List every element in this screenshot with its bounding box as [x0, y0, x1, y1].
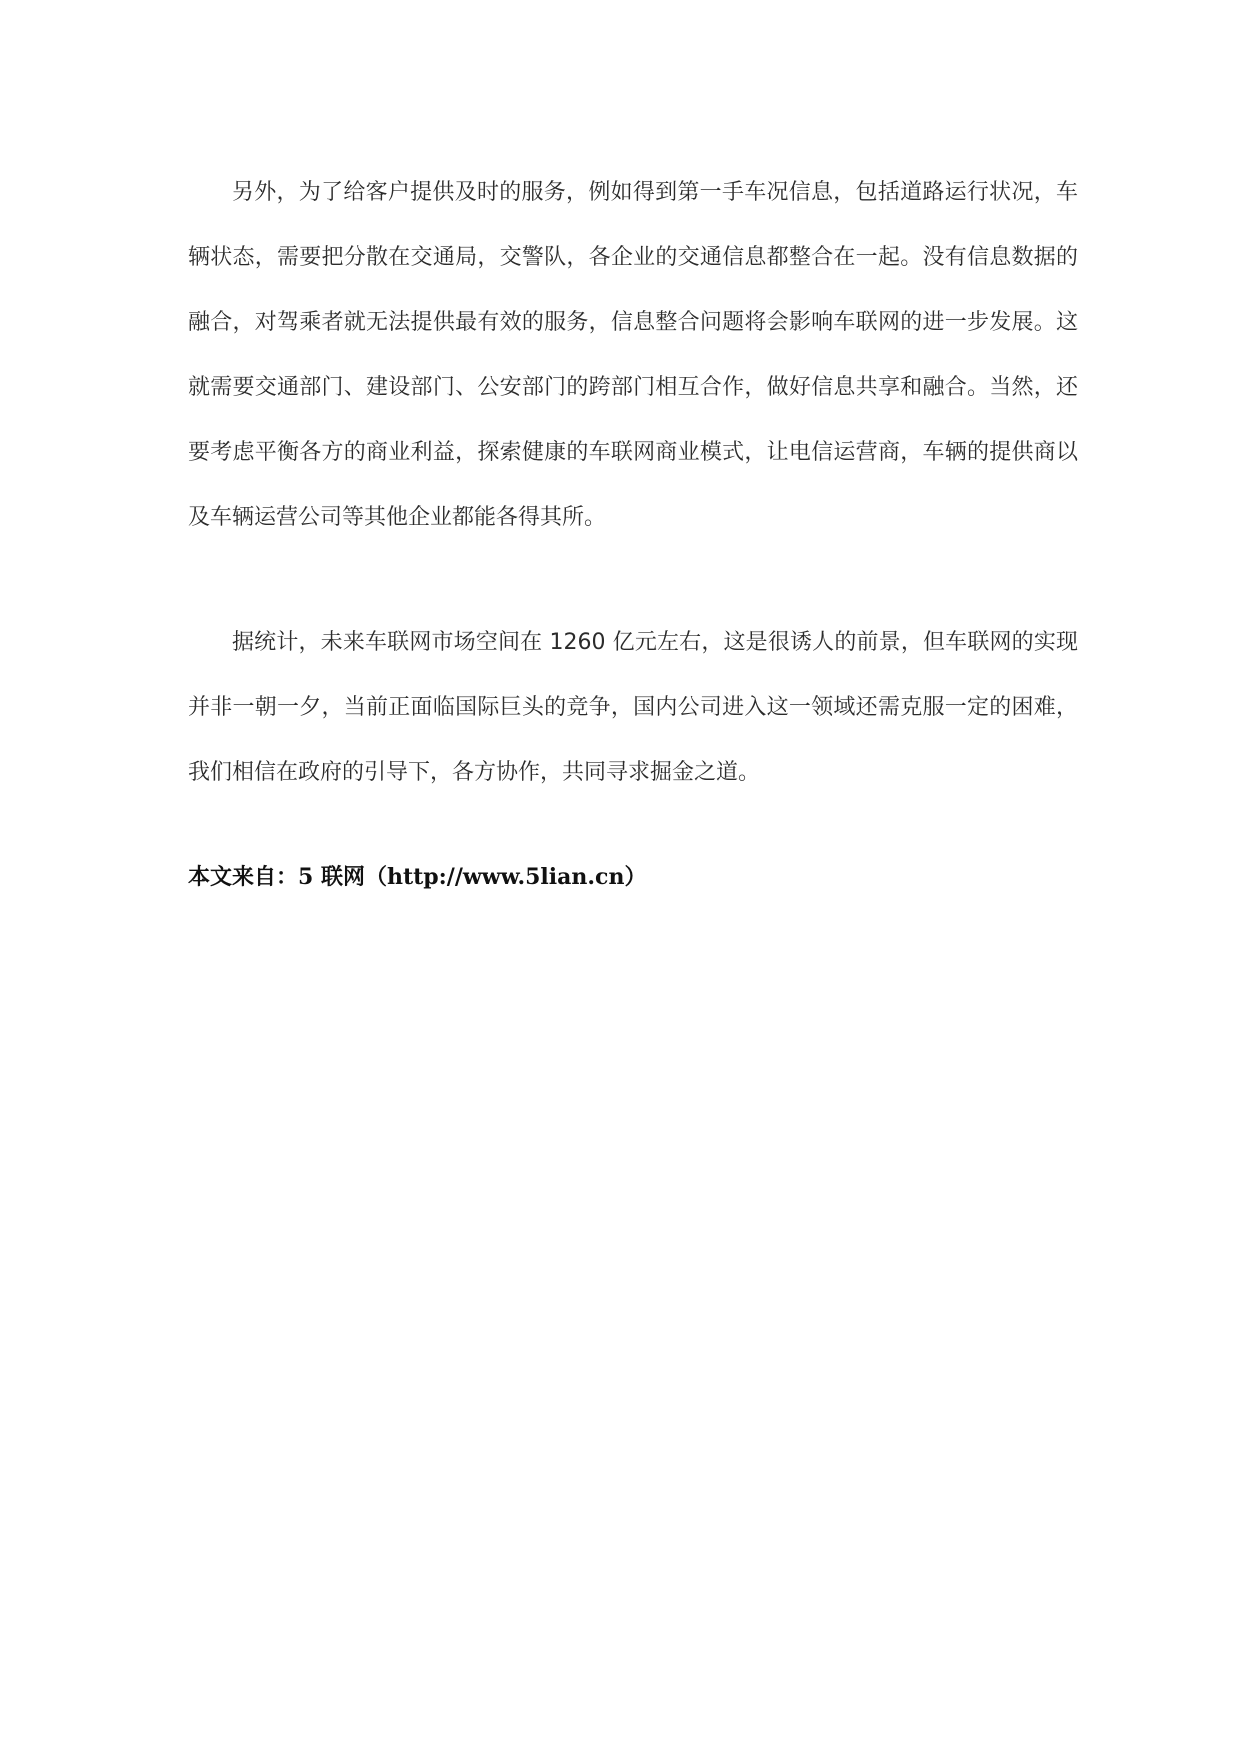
- paragraph-market-outlook: 据统计，未来车联网市场空间在 1260 亿元左右，这是很诱人的前景，但车联网的实现并非一朝一夕，当前正面临国际巨头的竞争，国内公司进入这一领域还需克服一定的困难，我们相信在政府的引导下，各方协作，共同寻求掘金之道。: [188, 630, 1078, 785]
- source-attribution: 本文来自：5 联网（http://www.5lian.cn）: [188, 864, 647, 890]
- document-body: [188, 160, 1078, 897]
- paragraph-info-integration: 另外，为了给客户提供及时的服务，例如得到第一手车况信息，包括道路运行状况，车辆状态，需要把分散在交通局，交警队，各企业的交通信息都整合在一起。没有信息数据的融合，对驾乘者就无法提供最有效的服务，信息整合问题将会影响车联网的进一步发展。这就需要交通部门、建设部门、公安部门的跨部门相互合作，做好信息共享和融合。当然，还要考虑平衡各方的商业利益，探索健康的车联网商业模式，让电信运营商，车辆的提供商以及车辆运营公司等其他企业都能各得其所。: [188, 180, 1078, 530]
